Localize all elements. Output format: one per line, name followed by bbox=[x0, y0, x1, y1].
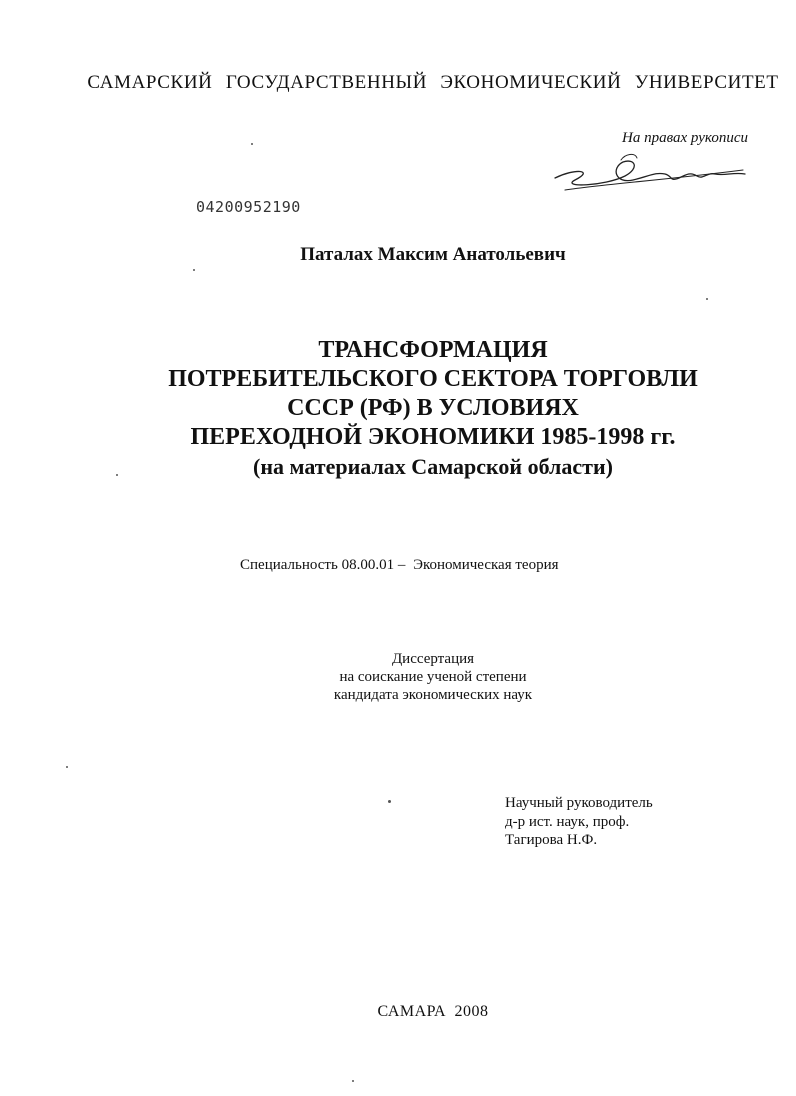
scan-speck bbox=[66, 766, 68, 768]
title-line-4: ПЕРЕХОДНОЙ ЭКОНОМИКИ 1985-1998 гг. bbox=[190, 424, 676, 450]
specialty-label: Специальность 08.00.01 – bbox=[240, 557, 406, 573]
title-line-1: ТРАНСФОРМАЦИЯ bbox=[318, 337, 548, 363]
title-subtitle: (на материалах Самарской области) bbox=[253, 454, 613, 479]
manuscript-note: На правах рукописи bbox=[622, 130, 748, 146]
author-name: Паталах Максим Анатольевич bbox=[300, 244, 566, 265]
scan-speck bbox=[706, 298, 708, 300]
supervisor-degree: д-р ист. наук, проф. bbox=[505, 813, 630, 830]
title-line-3: СССР (РФ) В УСЛОВИЯХ bbox=[287, 395, 579, 421]
supervisor-name: Тагирова Н.Ф. bbox=[505, 832, 598, 848]
scan-speck bbox=[193, 269, 195, 271]
degree-line-3: кандидата экономических наук bbox=[333, 687, 533, 703]
degree-line-2: на соискание ученой степени bbox=[339, 669, 527, 685]
supervisor-block bbox=[505, 794, 653, 850]
university-name: САМАРСКИЙ ГОСУДАРСТВЕННЫЙ ЭКОНОМИЧЕСКИЙ УНИВЕРСИТЕТ bbox=[87, 72, 779, 93]
dissertation-title bbox=[0, 336, 796, 481]
specialty bbox=[240, 557, 563, 574]
signature-mark bbox=[545, 150, 755, 200]
supervisor-role: Научный руководитель bbox=[505, 795, 653, 811]
degree-line-1: Диссертация bbox=[391, 651, 475, 667]
scan-speck bbox=[251, 143, 253, 145]
scan-speck bbox=[352, 1080, 354, 1082]
specialty-name: Экономическая теория bbox=[413, 557, 559, 573]
city-year: САМАРА 2008 bbox=[377, 1003, 489, 1020]
title-line-2: ПОТРЕБИТЕЛЬСКОГО СЕКТОРА ТОРГОВЛИ bbox=[168, 366, 698, 392]
scan-speck bbox=[116, 474, 118, 476]
degree-statement bbox=[0, 650, 796, 704]
catalog-number: 04200952190 bbox=[196, 198, 301, 216]
scan-speck bbox=[388, 800, 391, 803]
